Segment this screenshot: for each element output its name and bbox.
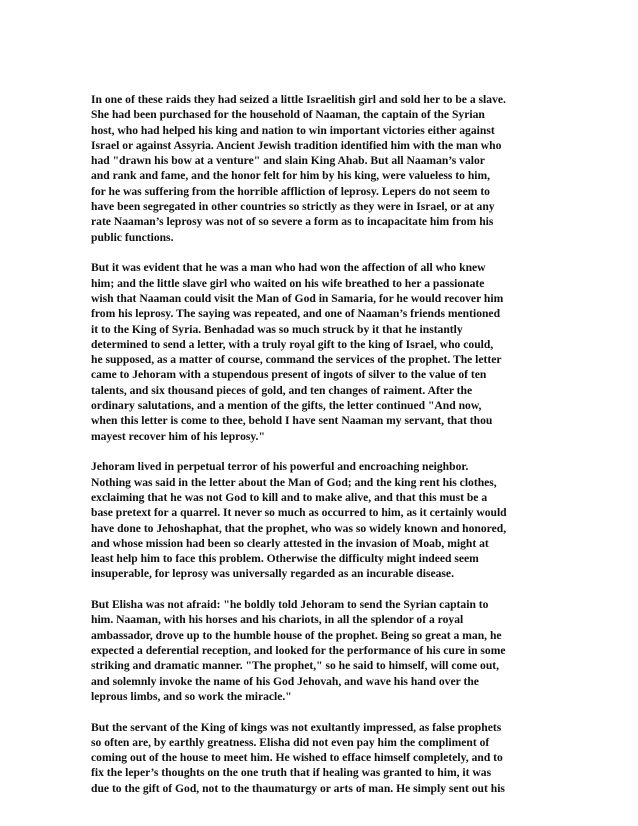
text-line: But Elisha was not afraid: "he boldly told Jehoram to send the Syrian captain to <box>91 598 489 612</box>
text-line: and rank and fame, and the honor felt for him by his king, were valueless to him, <box>91 169 491 183</box>
paragraph-5 <box>91 720 549 796</box>
text-line: fix the leper’s thoughts on the one truth that if healing was granted to him, it was <box>91 766 492 780</box>
text-line: base pretext for a quarrel. It never so much as occurred to him, as it certainly would <box>91 506 507 520</box>
text-line: had "drawn his bow at a venture" and slain King Ahab. But all Naaman’s valor <box>91 154 485 168</box>
text-line: ambassador, drove up to the humble house of the prophet. Being so great a man, he <box>91 628 502 642</box>
text-line: mayest recover him of his leprosy." <box>91 429 265 443</box>
text-line: talents, and six thousand pieces of gold, and ten changes of raiment. After the <box>91 383 473 397</box>
text-line: expected a deferential reception, and looked for the performance of his cure in some <box>91 643 506 657</box>
text-line: came to Jehoram with a stupendous present of ingots of silver to the value of ten <box>91 368 487 382</box>
text-line: have been segregated in other countries so strictly as they were in Israel, or at any <box>91 200 495 214</box>
text-line: But it was evident that he was a man who had won the affection of all who knew <box>91 261 486 275</box>
text-line: him; and the little slave girl who waited on his wife breathed to her a passionate <box>91 276 485 290</box>
text-line: for he was suffering from the horrible affliction of leprosy. Lepers do not seem to <box>91 184 490 198</box>
text-line: it to the King of Syria. Benhadad was so much struck by it that he instantly <box>91 322 463 336</box>
text-line: due to the gift of God, not to the thaumaturgy or arts of man. He simply sent out his <box>91 781 505 795</box>
text-line: But the servant of the King of kings was not exultantly impressed, as false prophets <box>91 720 502 734</box>
text-line: rate Naaman’s leprosy was not of so severe a form as to incapacitate him from his <box>91 215 494 229</box>
text-line: when this letter is come to thee, behold I have sent Naaman my servant, that thou <box>91 414 493 428</box>
text-line: striking and dramatic manner. "The prophet," so he said to himself, will come out, <box>91 659 500 673</box>
paragraph-2 <box>91 260 549 444</box>
text-line: Israel or against Assyria. Ancient Jewish tradition identified him with the man who <box>91 138 502 152</box>
text-line: and solemnly invoke the name of his God Jehovah, and wave his hand over the <box>91 674 479 688</box>
text-line: wish that Naaman could visit the Man of God in Samaria, for he would recover him <box>91 291 504 305</box>
paragraph-1 <box>91 92 549 245</box>
text-line: exclaiming that he was not God to kill and to make alive, and that this must be a <box>91 490 488 504</box>
text-line: ordinary salutations, and a mention of the gifts, the letter continued "And now, <box>91 399 482 413</box>
text-line: from his leprosy. The saying was repeated, and one of Naaman’s friends mentioned <box>91 307 501 321</box>
text-line: Jehoram lived in perpetual terror of his powerful and encroaching neighbor. <box>91 460 469 474</box>
paragraph-3 <box>91 459 549 581</box>
text-line: leprous limbs, and so work the miracle." <box>91 689 292 703</box>
text-line: coming out of the house to meet him. He wished to efface himself completely, and to <box>91 751 503 765</box>
paragraph-4 <box>91 597 549 704</box>
text-line: public functions. <box>91 230 174 244</box>
text-line: least help him to face this problem. Otherwise the difficulty might indeed seem <box>91 552 479 566</box>
text-line: determined to send a letter, with a truly royal gift to the king of Israel, who could, <box>91 337 494 351</box>
text-line: him. Naaman, with his horses and his chariots, in all the splendor of a royal <box>91 613 464 627</box>
text-line: In one of these raids they had seized a little Israelitish girl and sold her to be a slave. <box>91 93 506 106</box>
text-line: insuperable, for leprosy was universally regarded as an incurable disease. <box>91 567 454 581</box>
text-line: have done to Jehoshaphat, that the prophet, who was so widely known and honored, <box>91 521 507 535</box>
text-line: and whose mission had been so clearly attested in the invasion of Moab, might at <box>91 536 489 550</box>
text-line: She had been purchased for the household of Naaman, the captain of the Syrian <box>91 108 485 122</box>
text-line: host, who had helped his king and nation to win important victories either against <box>91 123 495 137</box>
text-line: Nothing was said in the letter about the Man of God; and the king rent his clothes, <box>91 475 497 489</box>
text-line: so often are, by earthly greatness. Elisha did not even pay him the compliment of <box>91 735 490 749</box>
document-body <box>91 92 549 811</box>
text-line: he supposed, as a matter of course, command the services of the prophet. The letter <box>91 353 502 367</box>
